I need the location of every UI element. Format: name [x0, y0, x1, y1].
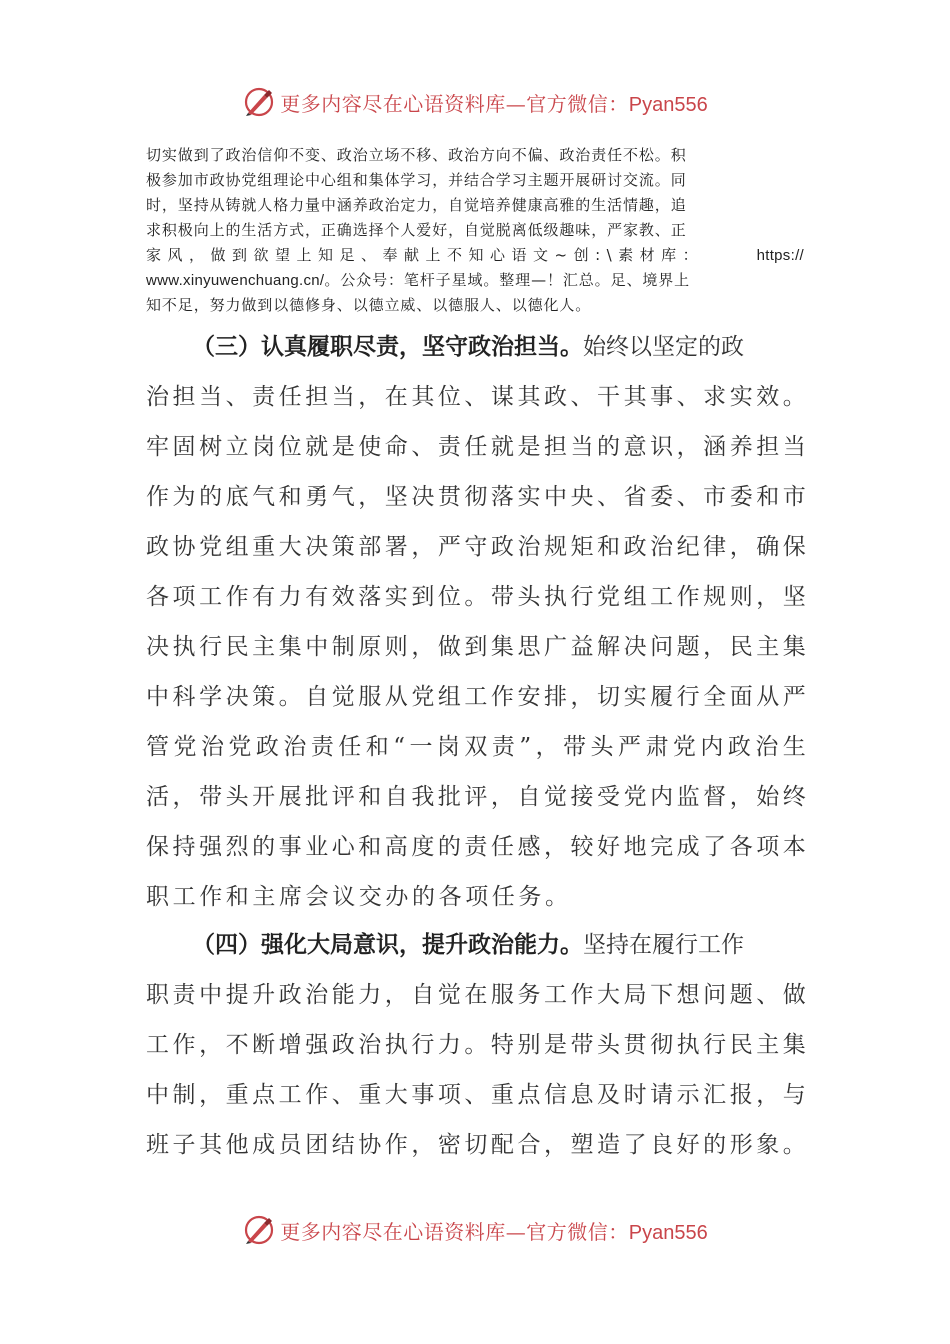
section-3-line: 决 执 行 民 主 集 中 制 原 则 ， 做 到 集 思 广 益 解 决 问 题 ， 民 主 集 — [146, 634, 806, 660]
section-3-line: 作 为 的 底 气 和 勇 气 ， 坚 决 贯 彻 落 实 中 央 、 省 委 、 市 委 和 市 — [146, 484, 806, 510]
intro-paragraph — [146, 143, 804, 318]
section-4-line: 中 制 ， 重 点 工 作 、 重 大 事 项 、 重 点 信 息 及 时 请 示 汇 报 ， 与 — [146, 1082, 806, 1108]
section-3-line: 中 科 学 决 策 。 自 觉 服 从 党 组 工 作 安 排 ， 切 实 履 行 全 面 从 严 — [146, 684, 806, 710]
banner-text: 更多内容尽在心语资料库—官方微信：Pyan556 — [280, 1219, 708, 1244]
section-3 — [146, 322, 806, 922]
banner-text: 更多内容尽在心语资料库—官方微信：Pyan556 — [280, 91, 708, 116]
footer-banner — [0, 1210, 950, 1250]
wechat-id: Pyan556 — [628, 1221, 708, 1244]
intro-line: 知不足，努力做到以德修身、以德立威、以德服人、以德化人。 — [146, 296, 592, 314]
section-3-line: 职工作和主席会议交办的各项任务。 — [146, 884, 572, 910]
pen-circle-icon — [242, 85, 276, 119]
section-3-line: （三）认真履职尽责，坚守政治担当。始终以坚定的政 — [192, 333, 744, 360]
section-3-line: 政 协 党 组 重 大 决 策 部 署 ， 严 守 政 治 规 矩 和 政 治 纪 律 ， 确 保 — [146, 534, 806, 560]
section-4-heading: （四）强化大局意识，提升政治能力。 — [192, 931, 583, 958]
intro-line: 极参加市政协党组理论中心组和集体学习，并结合学习主题开展研讨交流。同 — [146, 171, 687, 189]
section-3-line: 各 项 工 作 有 力 有 效 落 实 到 位 。 带 头 执 行 党 组 工 作 规 则 ， 坚 — [146, 584, 806, 610]
section-4-line: 工 作 ， 不 断 增 强 政 治 执 行 力 。 特 别 是 带 头 贯 彻 执 行 民 主 集 — [146, 1032, 806, 1058]
section-4 — [146, 920, 806, 1170]
section-3-line: 活 ， 带 头 开 展 批 评 和 自 我 批 评 ， 自 觉 接 受 党 内 监 督 ， 始 终 — [146, 784, 806, 810]
section-3-heading: （三）认真履职尽责，坚守政治担当。 — [192, 333, 583, 360]
header-banner — [0, 82, 950, 122]
website-link: www.xinyuwenchuang.cn/ — [146, 272, 325, 289]
section-4-line: 职 责 中 提 升 政 治 能 力 ， 自 觉 在 服 务 工 作 大 局 下 想 问 题 、 做 — [146, 982, 806, 1008]
section-3-line: 管 党 治 党 政 治 责 任 和 “ 一 岗 双 责 ” ， 带 头 严 肃 党 内 政 治 生 — [146, 734, 806, 760]
pen-circle-icon — [242, 1213, 276, 1247]
section-4-line: 班 子 其 他 成 员 团 结 协 作 ， 密 切 配 合 ， 塑 造 了 良 好 的 形 象 。 — [146, 1132, 806, 1158]
intro-line: 时，坚持从铸就人格力量中涵养政治定力，自觉培养健康高雅的生活情趣，追 — [146, 196, 687, 214]
intro-line: 切实做到了政治信仰不变、政治立场不移、政治方向不偏、政治责任不松。积 — [146, 146, 687, 164]
intro-line: 家风，做到欲望上知足、奉献上不知心语文~创:\素材库： https:// — [146, 243, 804, 268]
section-4-line: （四）强化大局意识，提升政治能力。坚持在履行工作 — [192, 931, 744, 958]
section-3-line: 保 持 强 烈 的 事 业 心 和 高 度 的 责 任 感 ， 较 好 地 完 成 了 各 项 本 — [146, 834, 806, 860]
wechat-id: Pyan556 — [628, 93, 708, 116]
url-part: https:// — [756, 247, 804, 264]
intro-line: 求积极向上的生活方式，正确选择个人爱好，自觉脱离低级趣味，严家教、正 — [146, 221, 687, 239]
section-3-line: 治 担 当 、 责 任 担 当 ， 在 其 位 、 谋 其 政 、 干 其 事 、 求 实 效 。 — [146, 384, 806, 410]
intro-line: www.xinyuwenchuang.cn/。公众号：笔杆子星域。整理—！汇总。足、境界上 — [146, 271, 691, 289]
section-3-line: 牢 固 树 立 岗 位 就 是 使 命 、 责 任 就 是 担 当 的 意 识 ， 涵 养 担 当 — [146, 434, 806, 460]
